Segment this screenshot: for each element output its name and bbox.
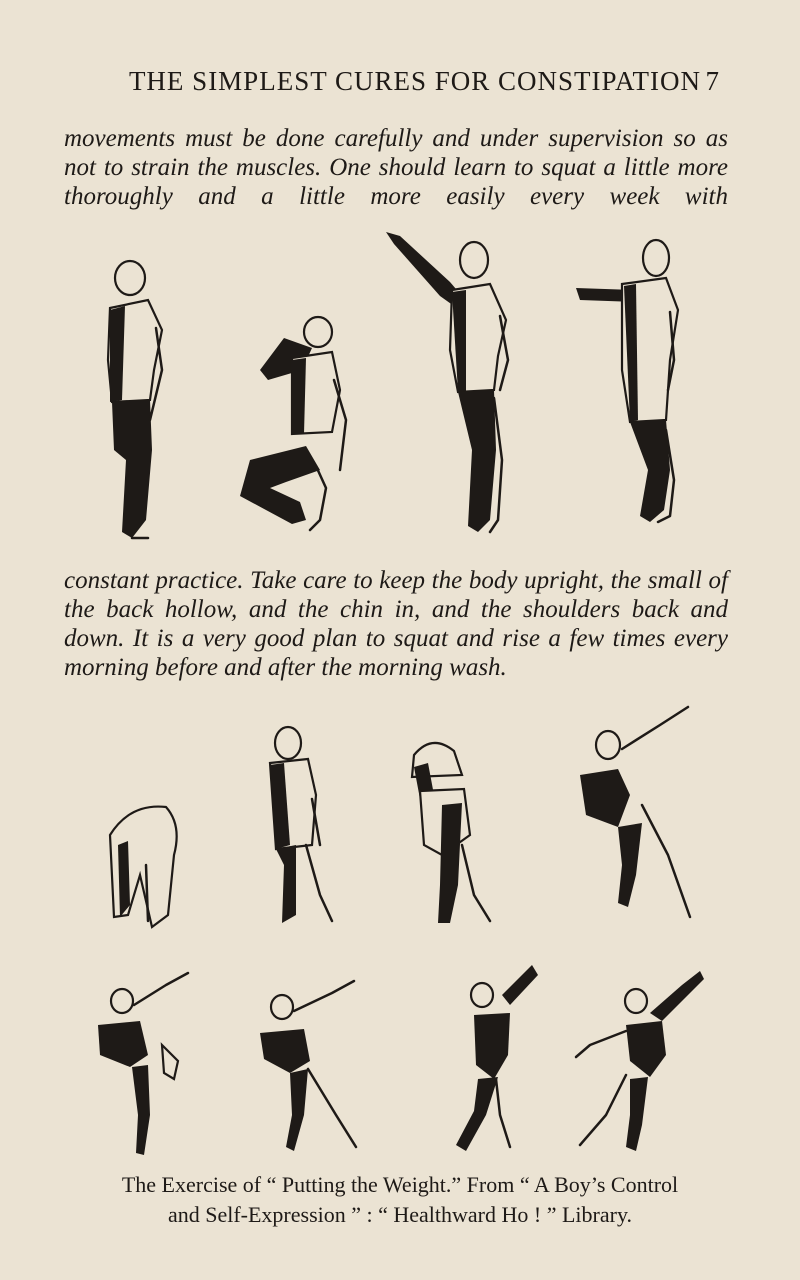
throwing-figure-3 bbox=[456, 965, 538, 1151]
reaching-figure bbox=[580, 707, 690, 917]
throwing-figure-4 bbox=[576, 971, 704, 1151]
figure-caption bbox=[60, 1170, 740, 1230]
caption-line-1: The Exercise of “ Putting the Weight.” From “ A Boy’s Control bbox=[121, 1172, 679, 1197]
standing-figure-1 bbox=[108, 261, 162, 538]
putting-the-weight-illustration bbox=[70, 695, 720, 1170]
paragraph-1: movements must be done carefully and under supervision so as not to strain the muscles. One should learn to squat a little more thoroughly and a little more easily every week with bbox=[64, 125, 728, 210]
caption-line-2: and Self-Expression ” : “ Healthward Ho ! ” Library. bbox=[167, 1202, 633, 1227]
page-number: 7 bbox=[705, 66, 720, 96]
arms-overhead-figure bbox=[412, 743, 490, 923]
throwing-figure-1 bbox=[98, 973, 188, 1155]
throwing-figure-2 bbox=[260, 981, 356, 1151]
bending-figure bbox=[110, 807, 177, 927]
squatting-exercise-illustration bbox=[70, 220, 710, 555]
arm-forward-figure bbox=[576, 240, 678, 522]
arm-raised-figure bbox=[386, 232, 508, 532]
page-header bbox=[0, 66, 800, 97]
paragraph-2: constant practice. Take care to keep the body upright, the small of the back hollow, and the chin in, and the shoulders back and down. It is a very good plan to squat and rise a few times every morning before and after the morning wash. bbox=[64, 567, 728, 681]
squatting-figure bbox=[240, 317, 346, 530]
running-head: THE SIMPLEST CURES FOR CONSTIPATION bbox=[128, 66, 702, 96]
standing-weight-figure-1 bbox=[270, 727, 332, 923]
